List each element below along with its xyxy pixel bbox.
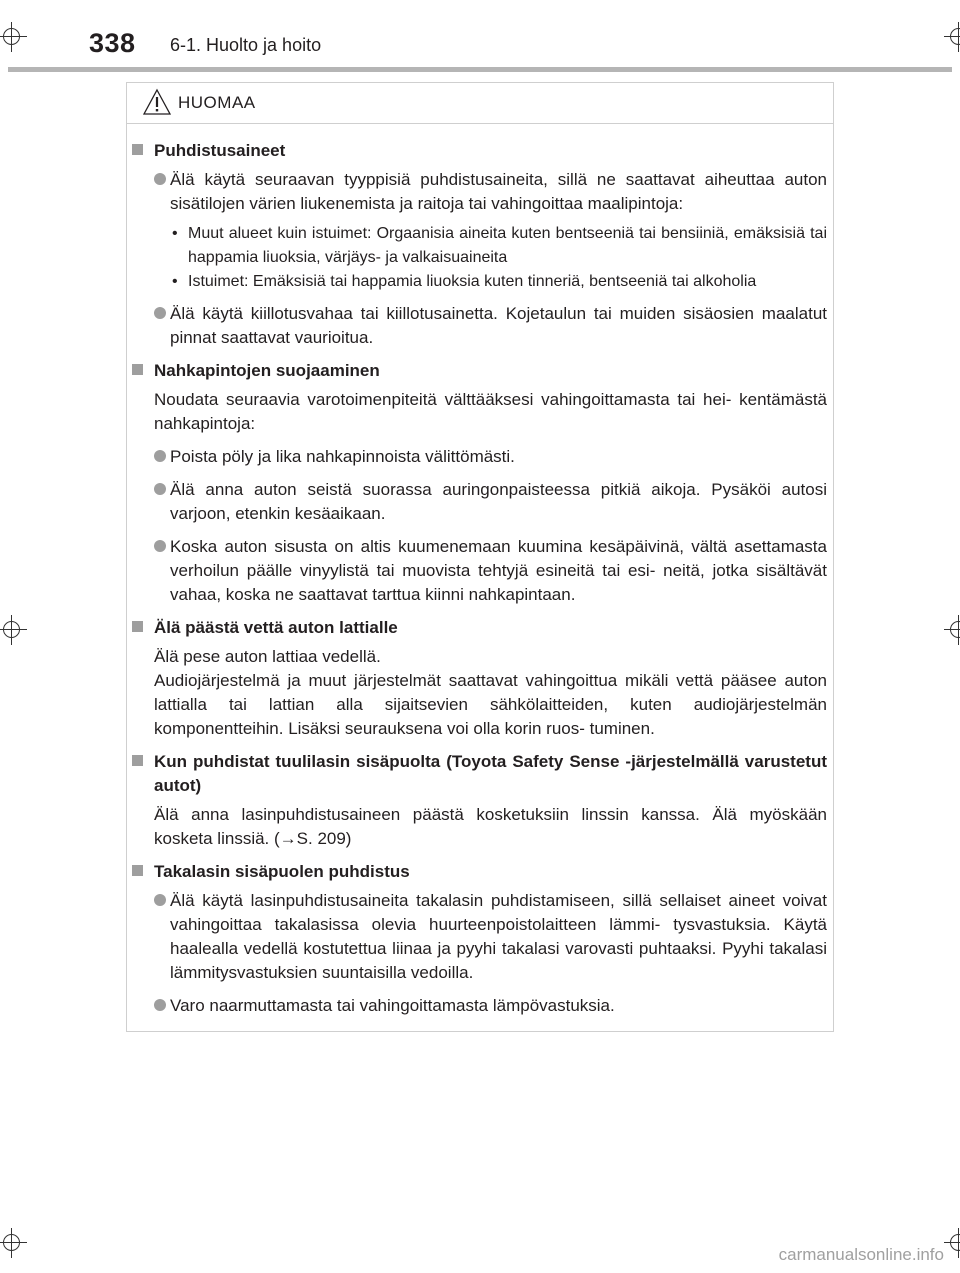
section-heading: Takalasin sisäpuolen puhdistus: [132, 860, 827, 884]
circle-bullet-icon: [154, 894, 166, 906]
square-bullet-icon: [132, 755, 143, 766]
header-rule: [8, 67, 952, 72]
notice-header: [127, 83, 833, 124]
paragraph: Noudata seuraavia varotoimenpiteitä välttääksesi vahingoittamasta tai hei- kentämästä nahkapintoja:: [154, 390, 827, 433]
circle-bullet-icon: [154, 173, 166, 185]
section-heading: Älä päästä vettä auton lattialle: [132, 616, 827, 640]
paragraph: Älä anna lasinpuhdistusaineen päästä kosketuksiin linssin kanssa. Älä myöskään kosketa linssiä. (→S. 209): [154, 805, 827, 848]
list-item: Varo naarmuttamasta tai vahingoittamasta lämpövastuksia.: [132, 994, 827, 1018]
sub-list: [132, 222, 827, 294]
list-item: Koska auton sisusta on altis kuumenemaan kuumina kesäpäivinä, vältä asettamasta verhoilun päälle vinyylistä tai muovista tehtyjä esineitä tai esi- neitä, jotka sisältävät vahaa, koska ne saattavat tarttua kiinni nahkapintaan.: [132, 535, 827, 607]
sub-list-item: • Muut alueet kuin istuimet: Orgaanisia aineita kuten bentseeniä tai bensiiniä, emäksisiä tai happamia liuoksia, värjäys- ja valkaisuaineita: [132, 222, 827, 270]
section-heading: Puhdistusaineet: [132, 139, 827, 163]
notice-box: [126, 82, 834, 1032]
crop-mark-icon: [0, 22, 27, 52]
paragraph: Älä pese auton lattiaa vedellä.: [154, 647, 381, 666]
circle-bullet-icon: [154, 483, 166, 495]
list-item: Älä käytä seuraavan tyyppisiä puhdistusaineita, sillä ne saattavat aiheuttaa auton sisätilojen värien liukenemista ja raitoja tai vahingoittaa maalipintoja:: [132, 168, 827, 216]
sub-list-item: • Istuimet: Emäksisiä tai happamia liuoksia kuten tinneriä, bentseeniä tai alkoholia: [132, 270, 827, 294]
square-bullet-icon: [132, 144, 143, 155]
paragraph: Audiojärjestelmä ja muut järjestelmät saattavat vahingoittua mikäli vettä pääsee auton lattialla tai lattian alla sijaitsevien sähkölaitteiden, kuten audiojärjestelmän komponentteihin. Lisäksi seurauksena voi olla korin ruos- tuminen.: [154, 671, 827, 738]
circle-bullet-icon: [154, 450, 166, 462]
square-bullet-icon: [132, 621, 143, 632]
crop-mark-icon: [944, 615, 960, 645]
bullet-icon: •: [172, 225, 178, 242]
crop-mark-icon: [0, 615, 27, 645]
notice-content: [132, 139, 827, 1027]
watermark: carmanualsonline.info: [778, 1245, 944, 1264]
list-item: Älä käytä kiillotusvahaa tai kiillotusainetta. Kojetaulun tai muiden sisäosien maalatut pinnat saattavat vaurioitua.: [132, 302, 827, 350]
crop-mark-icon: [944, 22, 960, 52]
list-item: Älä anna auton seistä suorassa auringonpaisteessa pitkiä aikoja. Pysäköi autosi varjoon, etenkin kesäaikaan.: [132, 478, 827, 526]
crop-mark-icon: [0, 1228, 27, 1258]
bullet-icon: •: [172, 273, 178, 290]
list-item: Älä käytä lasinpuhdistusaineita takalasin puhdistamiseen, sillä sellaiset aineet voivat vahingoittaa takalasissa olevia huurteenpoistolaitteen lämmi- tysvastuksia. Käytä haalealla vedellä kostutettua liinaa ja pyyhi takalasi varovasti puhtaaksi. Pyyhi takalasi lämmitysvastuksien suuntaisilla vedoilla.: [132, 889, 827, 985]
crop-mark-icon: [944, 1228, 960, 1258]
square-bullet-icon: [132, 865, 143, 876]
section-heading: Kun puhdistat tuulilasin sisäpuolta (Toyota Safety Sense -järjestelmällä varustetut autot): [132, 750, 827, 798]
circle-bullet-icon: [154, 540, 166, 552]
notice-label: HUOMAA: [178, 93, 256, 112]
warning-triangle-icon: [143, 88, 171, 116]
square-bullet-icon: [132, 364, 143, 375]
circle-bullet-icon: [154, 999, 166, 1011]
circle-bullet-icon: [154, 307, 166, 319]
page-number: 338: [89, 28, 136, 58]
chapter-title: 6-1. Huolto ja hoito: [170, 35, 322, 55]
section-heading: Nahkapintojen suojaaminen: [132, 359, 827, 383]
list-item: Poista pöly ja lika nahkapinnoista välittömästi.: [132, 445, 827, 469]
